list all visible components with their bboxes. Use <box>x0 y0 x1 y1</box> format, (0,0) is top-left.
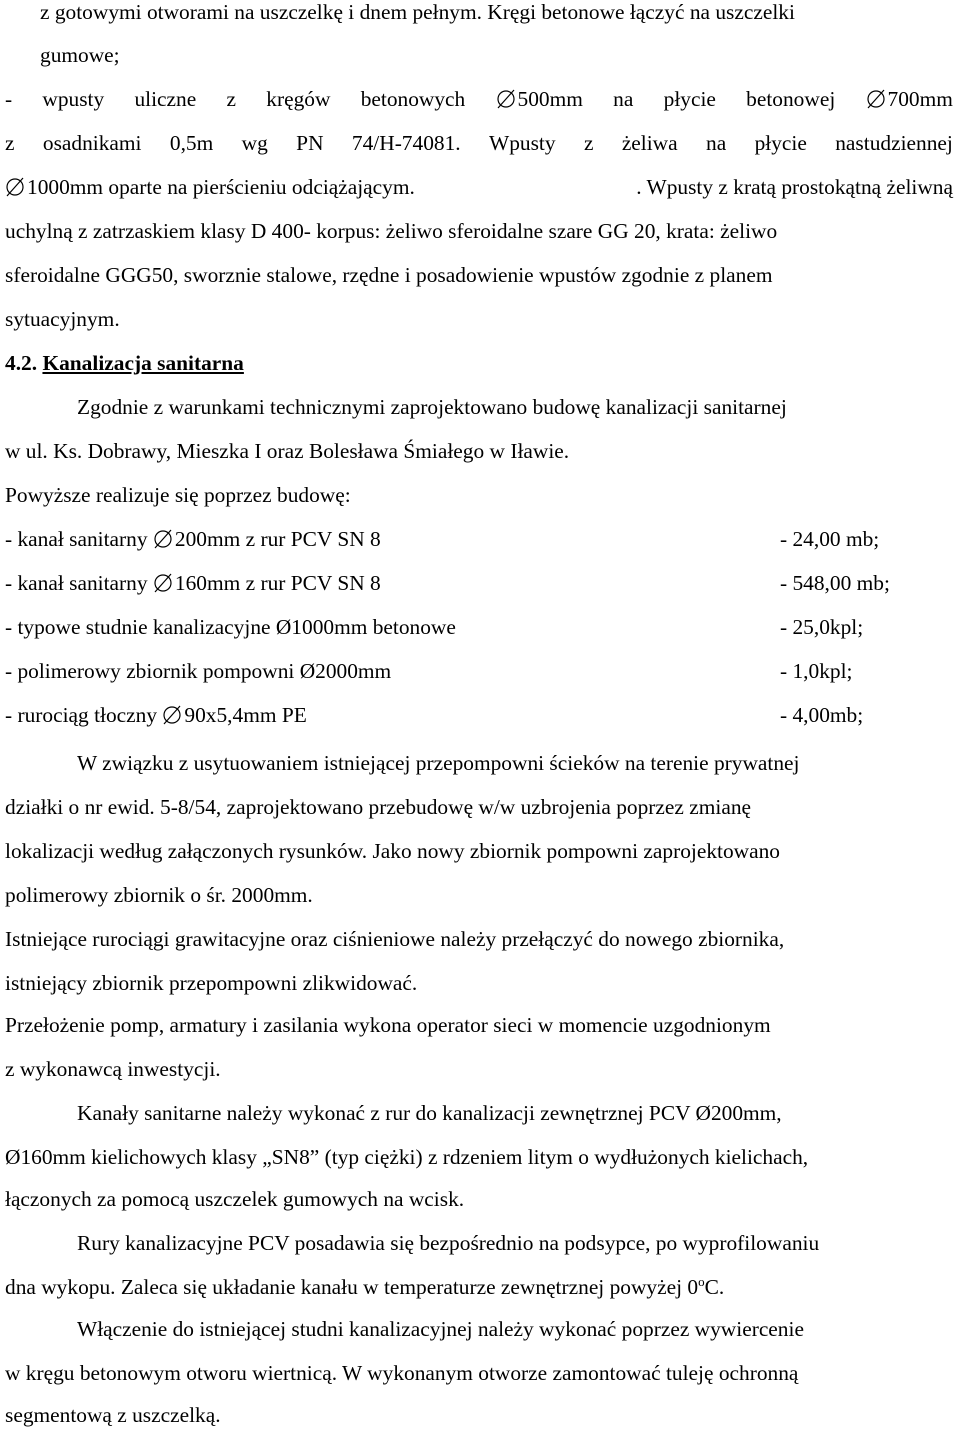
text-line: segmentową z uszczelką. <box>5 1403 221 1427</box>
text-segment: C. <box>704 1275 725 1299</box>
list-item-label: - rurociąg tłoczny <box>5 703 163 727</box>
diameter-icon <box>866 89 886 109</box>
word: na <box>613 87 634 111</box>
list-item-quantity: - 4,00mb; <box>780 703 864 727</box>
section-title: Kanalizacja sanitarna <box>42 351 244 375</box>
list-item-quantity: - 1,0kpl; <box>780 659 853 683</box>
list-item-spec: Ø1000mm betonowe <box>275 615 456 639</box>
list-item-label: - kanał sanitarny <box>5 527 153 551</box>
word: - <box>5 87 13 111</box>
word: betonowej <box>746 87 836 111</box>
diameter-icon <box>162 705 182 725</box>
text-segment: dna wykopu. Zaleca się układanie kanału w temperaturze zewnętrznej powyżej 0 <box>5 1275 699 1299</box>
text-line: sferoidalne GGG50, sworznie stalowe, rzędne i posadowienie wpustów zgodnie z planem <box>5 263 773 287</box>
word: kręgów <box>266 87 331 111</box>
text-line: Istniejące rurociągi grawitacyjne oraz ciśnieniowe należy przełączyć do nowego zbiornika, <box>5 927 785 951</box>
list-item-quantity: - 24,00 mb; <box>780 527 880 551</box>
word: wpusty <box>42 87 105 111</box>
word: Wpusty <box>489 131 556 155</box>
list-item <box>5 661 953 685</box>
text-line: Ø160mm kielichowych klasy „SN8” (typ ciężki) z rdzeniem litym o wydłużonych kielichach, <box>5 1145 809 1169</box>
text-line: W związku z usytuowaniem istniejącej przepompowni ścieków na terenie prywatnej <box>77 751 800 775</box>
diameter-icon <box>153 529 173 549</box>
list-item <box>5 529 953 553</box>
text-segment: . Wpusty z kratą prostokątną żeliwną <box>636 175 953 199</box>
list-item-quantity: - 25,0kpl; <box>780 615 864 639</box>
text-line: Zgodnie z warunkami technicznymi zaprojektowano budowę kanalizacji sanitarnej <box>77 395 787 419</box>
list-item-spec: 90x5,4mm PE <box>184 703 307 727</box>
text-line: z wykonawcą inwestycji. <box>5 1057 221 1081</box>
text-line: Powyższe realizuje się poprzez budowę: <box>5 483 351 507</box>
list-item-label: - kanał sanitarny <box>5 571 153 595</box>
section-number: 4.2. <box>5 351 38 375</box>
word: wg <box>241 131 268 155</box>
diameter-icon <box>153 573 173 593</box>
text-line <box>5 1274 725 1301</box>
text-line <box>5 177 953 201</box>
word: na <box>706 131 727 155</box>
list-item-spec: 160mm z rur PCV SN 8 <box>174 571 381 595</box>
text-line: istniejący zbiornik przepompowni zlikwidować. <box>5 971 418 995</box>
list-item-spec: 200mm z rur PCV SN 8 <box>174 527 381 551</box>
word: 74/H-74081. <box>351 131 461 155</box>
text-line: polimerowy zbiornik o śr. 2000mm. <box>5 883 313 907</box>
text-line: łączonych za pomocą uszczelek gumowych na wcisk. <box>5 1187 465 1211</box>
word: 500mm <box>496 89 583 113</box>
word: żeliwa <box>621 131 678 155</box>
degree-superscript: o <box>698 1274 705 1289</box>
word: 0,5m <box>169 131 214 155</box>
list-item-quantity: - 548,00 mb; <box>780 571 890 595</box>
word: płycie <box>663 87 716 111</box>
text-line: w kręgu betonowym otworu wiertnicą. W wykonanym otworze zamontować tuleję ochronną <box>5 1361 799 1385</box>
word: 700mm <box>866 89 953 113</box>
word: z <box>583 131 594 155</box>
text-line <box>5 133 953 157</box>
word: płycie <box>754 131 807 155</box>
word: betonowych <box>360 87 466 111</box>
section-heading <box>5 353 244 377</box>
list-item-label: - typowe studnie kanalizacyjne <box>5 615 276 639</box>
text-line: z gotowymi otworami na uszczelkę i dnem pełnym. Kręgi betonowe łączyć na uszczelki <box>40 0 795 24</box>
word: nastudziennej <box>835 131 953 155</box>
diameter-icon <box>496 89 516 109</box>
text-line: Kanały sanitarne należy wykonać z rur do kanalizacji zewnętrznej PCV Ø200mm, <box>77 1101 782 1125</box>
list-item-label: - polimerowy zbiornik pompowni <box>5 659 300 683</box>
text-line: działki o nr ewid. 5-8/54, zaprojektowano przebudowę w/w uzbrojenia poprzez zmianę <box>5 795 752 819</box>
list-item <box>5 573 953 597</box>
text-line: sytuacyjnym. <box>5 307 120 331</box>
word: PN <box>296 131 324 155</box>
word: osadnikami <box>42 131 142 155</box>
list-item <box>5 705 953 729</box>
text-line: Przełożenie pomp, armatury i zasilania wykona operator sieci w momencie uzgodnionym <box>5 1013 771 1037</box>
word: z <box>226 87 236 111</box>
text-line: Rury kanalizacyjne PCV posadawia się bezpośrednio na podsypce, po wyprofilowaniu <box>77 1231 820 1255</box>
diameter-icon <box>5 177 25 197</box>
text-segment: 1000mm oparte na pierścieniu odciążającym. <box>27 175 415 199</box>
text-line: gumowe; <box>40 43 120 67</box>
text-line: uchylną z zatrzaskiem klasy D 400- korpus: żeliwo sferoidalne szare GG 20, krata: żeliwo <box>5 219 778 243</box>
text-line: Włączenie do istniejącej studni kanalizacyjnej należy wykonać poprzez wywiercenie <box>77 1317 804 1341</box>
text-line: lokalizacji według załączonych rysunków. Jako nowy zbiornik pompowni zaprojektowano <box>5 839 780 863</box>
list-item-spec: Ø2000mm <box>299 659 392 683</box>
text-line: w ul. Ks. Dobrawy, Mieszka I oraz Bolesława Śmiałego w Iławie. <box>5 439 570 463</box>
word: z <box>5 131 15 155</box>
word: uliczne <box>134 87 197 111</box>
list-item <box>5 617 953 641</box>
text-line <box>5 89 953 113</box>
